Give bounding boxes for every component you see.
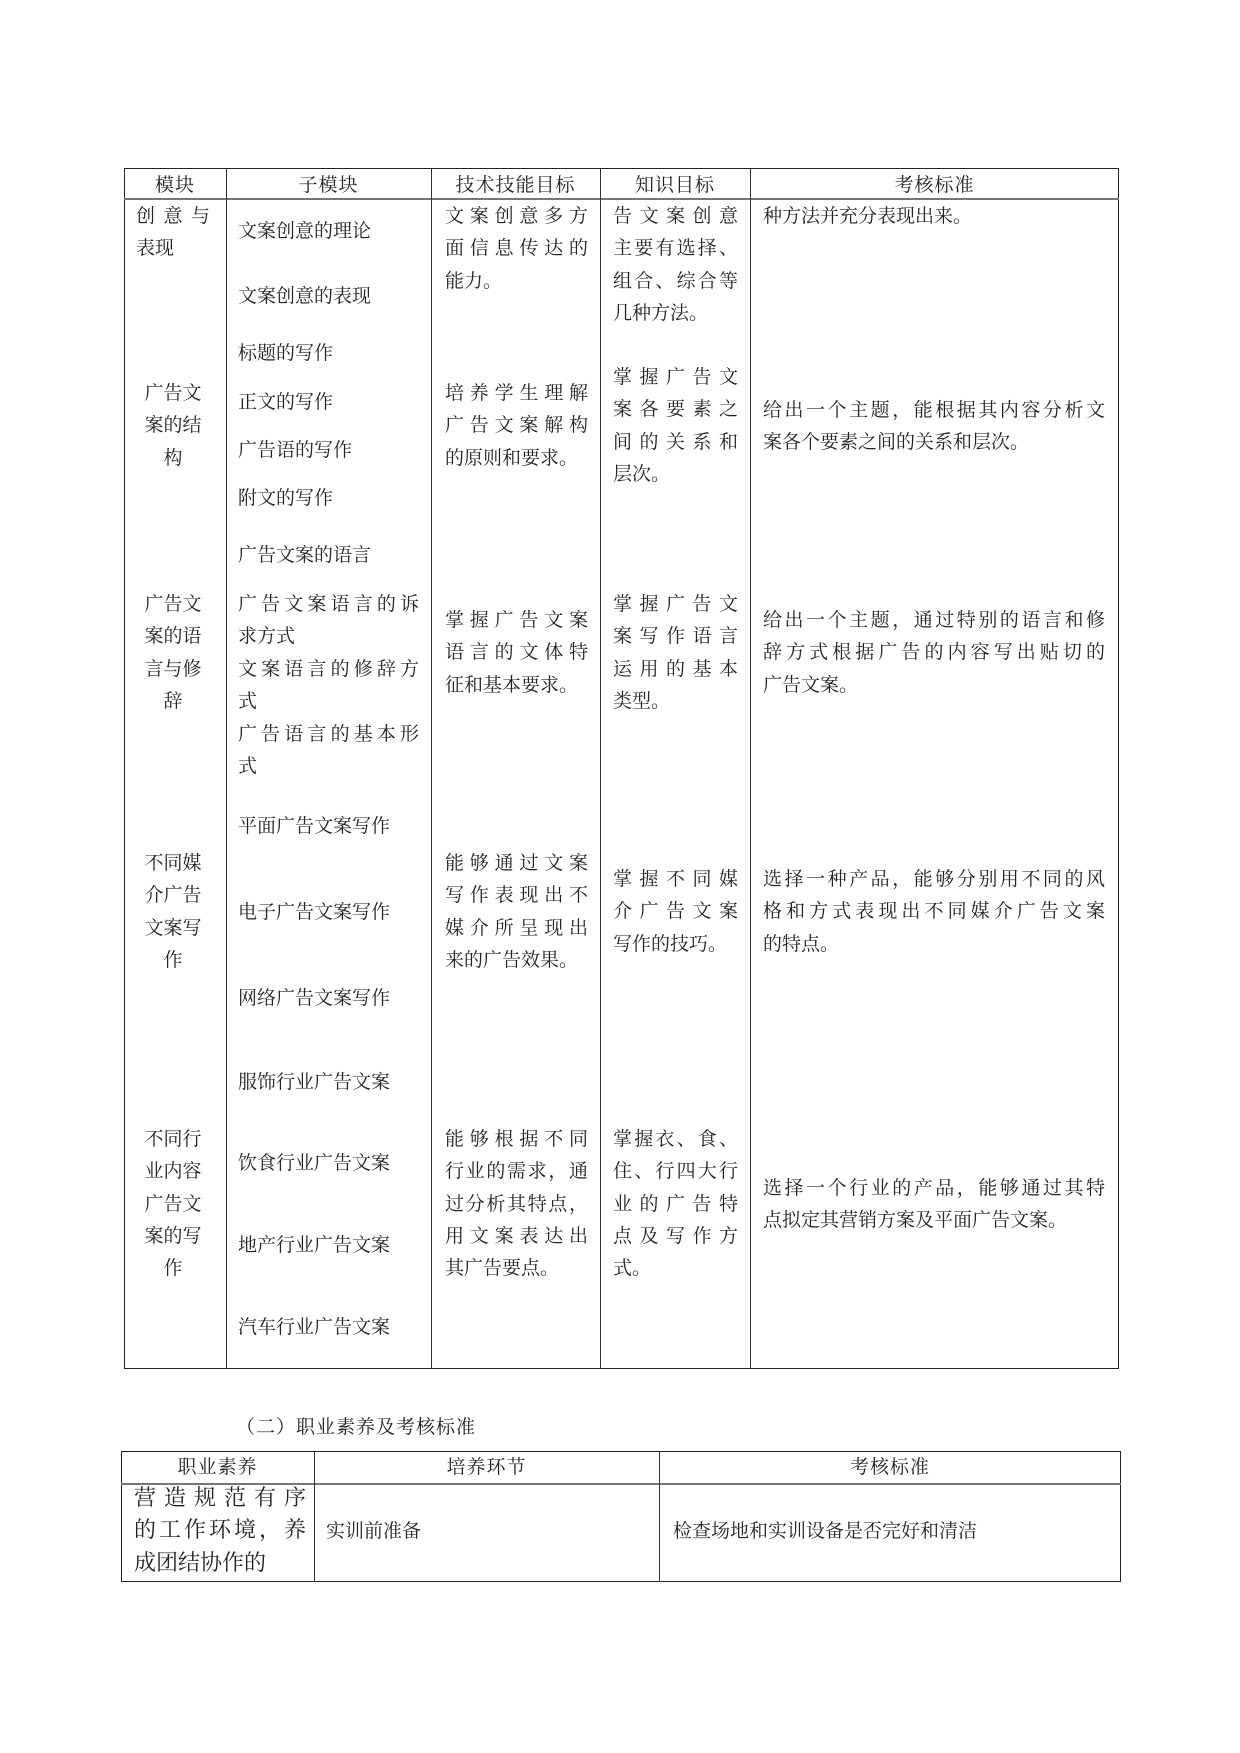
submodule-cell xyxy=(238,434,419,466)
cell-line: 广告语言的基本形 xyxy=(238,722,419,745)
cell-line: 式 xyxy=(238,690,258,713)
cell-line: 广告文案解构 xyxy=(445,414,588,437)
cell-line: 辞 xyxy=(163,689,183,712)
cell-line: 行业的需求，通 xyxy=(445,1160,588,1183)
stage-cell xyxy=(326,1515,626,1547)
cell-line: 广告文案语言的诉 xyxy=(238,592,419,615)
cell-line: 电子广告文案写作 xyxy=(238,900,391,923)
column-divider xyxy=(431,168,432,1369)
submodule-cell xyxy=(238,1147,419,1179)
cell-line: 媒介所呈现出 xyxy=(445,916,588,939)
cell-line: 广告文案。 xyxy=(763,673,859,696)
cell-line: 种方法并充分表现出来。 xyxy=(763,204,973,227)
header-knowledge-goal: 知识目标 xyxy=(634,174,715,196)
knowledge-goal-cell xyxy=(613,361,738,491)
cell-line: 案写作语言 xyxy=(613,625,738,648)
cell-line: 作 xyxy=(163,948,183,971)
cell-line: 格和方式表现出不同媒介广告文案 xyxy=(763,900,1105,923)
cell-line: 成团结协作的 xyxy=(134,1550,267,1576)
cell-line: 构 xyxy=(163,446,183,469)
cell-line: 实训前准备 xyxy=(326,1519,422,1542)
cell-line: 饮食行业广告文案 xyxy=(238,1151,391,1174)
cell-line: 汽车行业广告文案 xyxy=(238,1315,391,1338)
module-cell xyxy=(136,847,210,977)
header-skill-goal: 技术技能目标 xyxy=(455,174,576,196)
cell-line: 写作表现出不 xyxy=(445,884,588,907)
cell-line: 面信息传达的 xyxy=(445,237,588,260)
cell-line: 掌握广告文 xyxy=(613,592,738,615)
cell-line: 文案语言的修辞方 xyxy=(238,657,419,680)
cell-line: 语言的文体特 xyxy=(445,641,588,664)
skill-goal-cell xyxy=(445,847,588,977)
skill-goal-cell xyxy=(445,200,588,297)
cell-line: 的工作环境，养 xyxy=(134,1518,306,1544)
cell-line: 征和基本要求。 xyxy=(445,673,579,696)
cell-line: 告文案创意 xyxy=(613,204,738,227)
cell-line: 掌握不同媒 xyxy=(613,867,738,890)
cell-line: 介广告 xyxy=(144,884,202,907)
skill-goal-cell xyxy=(445,1123,588,1285)
submodule-cell xyxy=(238,386,419,418)
cell-line: 广告语的写作 xyxy=(238,438,353,461)
cell-line: 业内容 xyxy=(144,1160,202,1183)
cell-line: 不同行 xyxy=(144,1127,202,1150)
cell-line: 求方式 xyxy=(238,625,296,648)
cell-line: 地产行业广告文案 xyxy=(238,1233,391,1256)
knowledge-goal-cell xyxy=(613,1123,738,1285)
cell-line: 来的广告效果。 xyxy=(445,948,579,971)
cell-line: 能够根据不同 xyxy=(445,1127,588,1150)
cell-line: 广告文 xyxy=(144,592,202,615)
cell-line: 网络广告文案写作 xyxy=(238,986,391,1009)
module-cell xyxy=(136,588,210,718)
header-submodule: 子模块 xyxy=(298,174,359,196)
module-cell xyxy=(136,200,210,265)
cell-line: 选择一种产品，能够分别用不同的风 xyxy=(763,867,1105,890)
cell-line: 广告文 xyxy=(144,381,202,404)
quality-cell xyxy=(134,1483,306,1581)
skill-goal-cell xyxy=(445,377,588,474)
cell-line: 文案创意的理论 xyxy=(238,219,372,242)
cell-line: 文案写 xyxy=(144,916,202,939)
cell-line: 案的结 xyxy=(144,414,202,437)
module-cell xyxy=(136,1123,210,1285)
submodule-cell xyxy=(238,1311,419,1343)
knowledge-goal-cell xyxy=(613,863,738,960)
criteria2-cell xyxy=(673,1515,1103,1547)
cell-line: 案各要素之 xyxy=(613,398,738,421)
submodule-cell xyxy=(238,539,419,571)
submodule-cell xyxy=(238,482,419,514)
column-divider xyxy=(750,168,751,1369)
submodule-cell xyxy=(238,588,419,653)
header-quality: 职业素养 xyxy=(177,1456,258,1478)
cell-line: 辞方式根据广告的内容写出贴切的 xyxy=(763,641,1105,664)
submodule-cell xyxy=(238,1229,419,1261)
cell-line: 式。 xyxy=(613,1257,652,1280)
cell-line: 文案创意多方 xyxy=(445,204,588,227)
column-divider xyxy=(226,168,227,1369)
cell-line: 标题的写作 xyxy=(238,341,334,364)
cell-line: 业的广告特 xyxy=(613,1192,738,1215)
cell-line: 表现 xyxy=(136,237,175,260)
cell-line: 附文的写作 xyxy=(238,486,334,509)
submodule-cell xyxy=(238,280,419,312)
criteria-cell xyxy=(763,604,1105,701)
submodule-cell xyxy=(238,982,419,1014)
cell-line: 作 xyxy=(163,1257,183,1280)
cell-line: 掌握广告文 xyxy=(613,365,738,388)
section-heading: （二）职业素养及考核标准 xyxy=(236,1416,477,1438)
cell-line: 组合、综合等 xyxy=(613,269,738,292)
criteria-cell xyxy=(763,200,1105,232)
cell-line: 培养学生理解 xyxy=(445,381,588,404)
header-criteria2: 考核标准 xyxy=(849,1456,930,1478)
cell-line: 几种方法。 xyxy=(613,301,709,324)
cell-line: 间的关系和 xyxy=(613,430,738,453)
cell-line: 广告文 xyxy=(144,1192,202,1215)
cell-line: 服饰行业广告文案 xyxy=(238,1070,391,1093)
cell-line: 案的语 xyxy=(144,625,202,648)
column-divider xyxy=(600,168,601,1369)
criteria-cell xyxy=(763,1172,1105,1237)
cell-line: 平面广告文案写作 xyxy=(238,814,391,837)
cell-line: 主要有选择、 xyxy=(613,237,738,260)
cell-line: 写作的技巧。 xyxy=(613,932,728,955)
cell-line: 住、行四大行 xyxy=(613,1160,738,1183)
skill-goal-cell xyxy=(445,604,588,701)
cell-line: 过分析其特点， xyxy=(445,1192,588,1215)
cell-line: 运用的基本 xyxy=(613,657,738,680)
cell-line: 文案创意的表现 xyxy=(238,284,372,307)
header-module: 模块 xyxy=(154,174,195,196)
cell-line: 选择一个行业的产品，能够通过其特 xyxy=(763,1176,1105,1199)
cell-line: 给出一个主题，能根据其内容分析文 xyxy=(763,398,1105,421)
module-cell xyxy=(136,377,210,474)
cell-line: 点及写作方 xyxy=(613,1224,738,1247)
cell-line: 广告文案的语言 xyxy=(238,543,372,566)
submodule-cell xyxy=(238,1066,419,1098)
submodule-cell xyxy=(238,810,419,842)
criteria-cell xyxy=(763,863,1105,960)
knowledge-goal-cell xyxy=(613,588,738,718)
cell-line: 掌握衣、食、 xyxy=(613,1127,738,1150)
cell-line: 案各个要素之间的关系和层次。 xyxy=(763,431,1030,454)
cell-line: 的原则和要求。 xyxy=(445,446,579,469)
cell-line: 层次。 xyxy=(613,462,671,485)
cell-line: 其广告要点。 xyxy=(445,1257,560,1280)
header-criteria: 考核标准 xyxy=(894,174,975,196)
cell-line: 给出一个主题，通过特别的语言和修 xyxy=(763,608,1105,631)
cell-line: 不同媒 xyxy=(144,851,202,874)
submodule-cell xyxy=(238,653,419,718)
cell-line: 式 xyxy=(238,755,258,778)
cell-line: 检查场地和实训设备是否完好和清洁 xyxy=(673,1519,978,1542)
cell-line: 创 意 与 xyxy=(136,204,210,227)
cell-line: 正文的写作 xyxy=(238,390,334,413)
cell-line: 案的写 xyxy=(144,1224,202,1247)
knowledge-goal-cell xyxy=(613,200,738,330)
cell-line: 能够通过文案 xyxy=(445,851,588,874)
cell-line: 营造规范有序 xyxy=(134,1485,306,1511)
criteria-cell xyxy=(763,394,1105,459)
submodule-cell xyxy=(238,215,419,247)
cell-line: 介广告文案 xyxy=(613,900,738,923)
submodule-cell xyxy=(238,337,419,369)
cell-line: 用文案表达出 xyxy=(445,1224,588,1247)
cell-line: 点拟定其营销方案及平面广告文案。 xyxy=(763,1209,1068,1232)
cell-line: 言与修 xyxy=(144,657,202,680)
cell-line: 能力。 xyxy=(445,269,503,292)
header-stage: 培养环节 xyxy=(446,1456,527,1478)
submodule-cell xyxy=(238,718,419,783)
cell-line: 掌握广告文案 xyxy=(445,608,588,631)
cell-line: 类型。 xyxy=(613,689,671,712)
cell-line: 的特点。 xyxy=(763,932,840,955)
submodule-cell xyxy=(238,896,419,928)
